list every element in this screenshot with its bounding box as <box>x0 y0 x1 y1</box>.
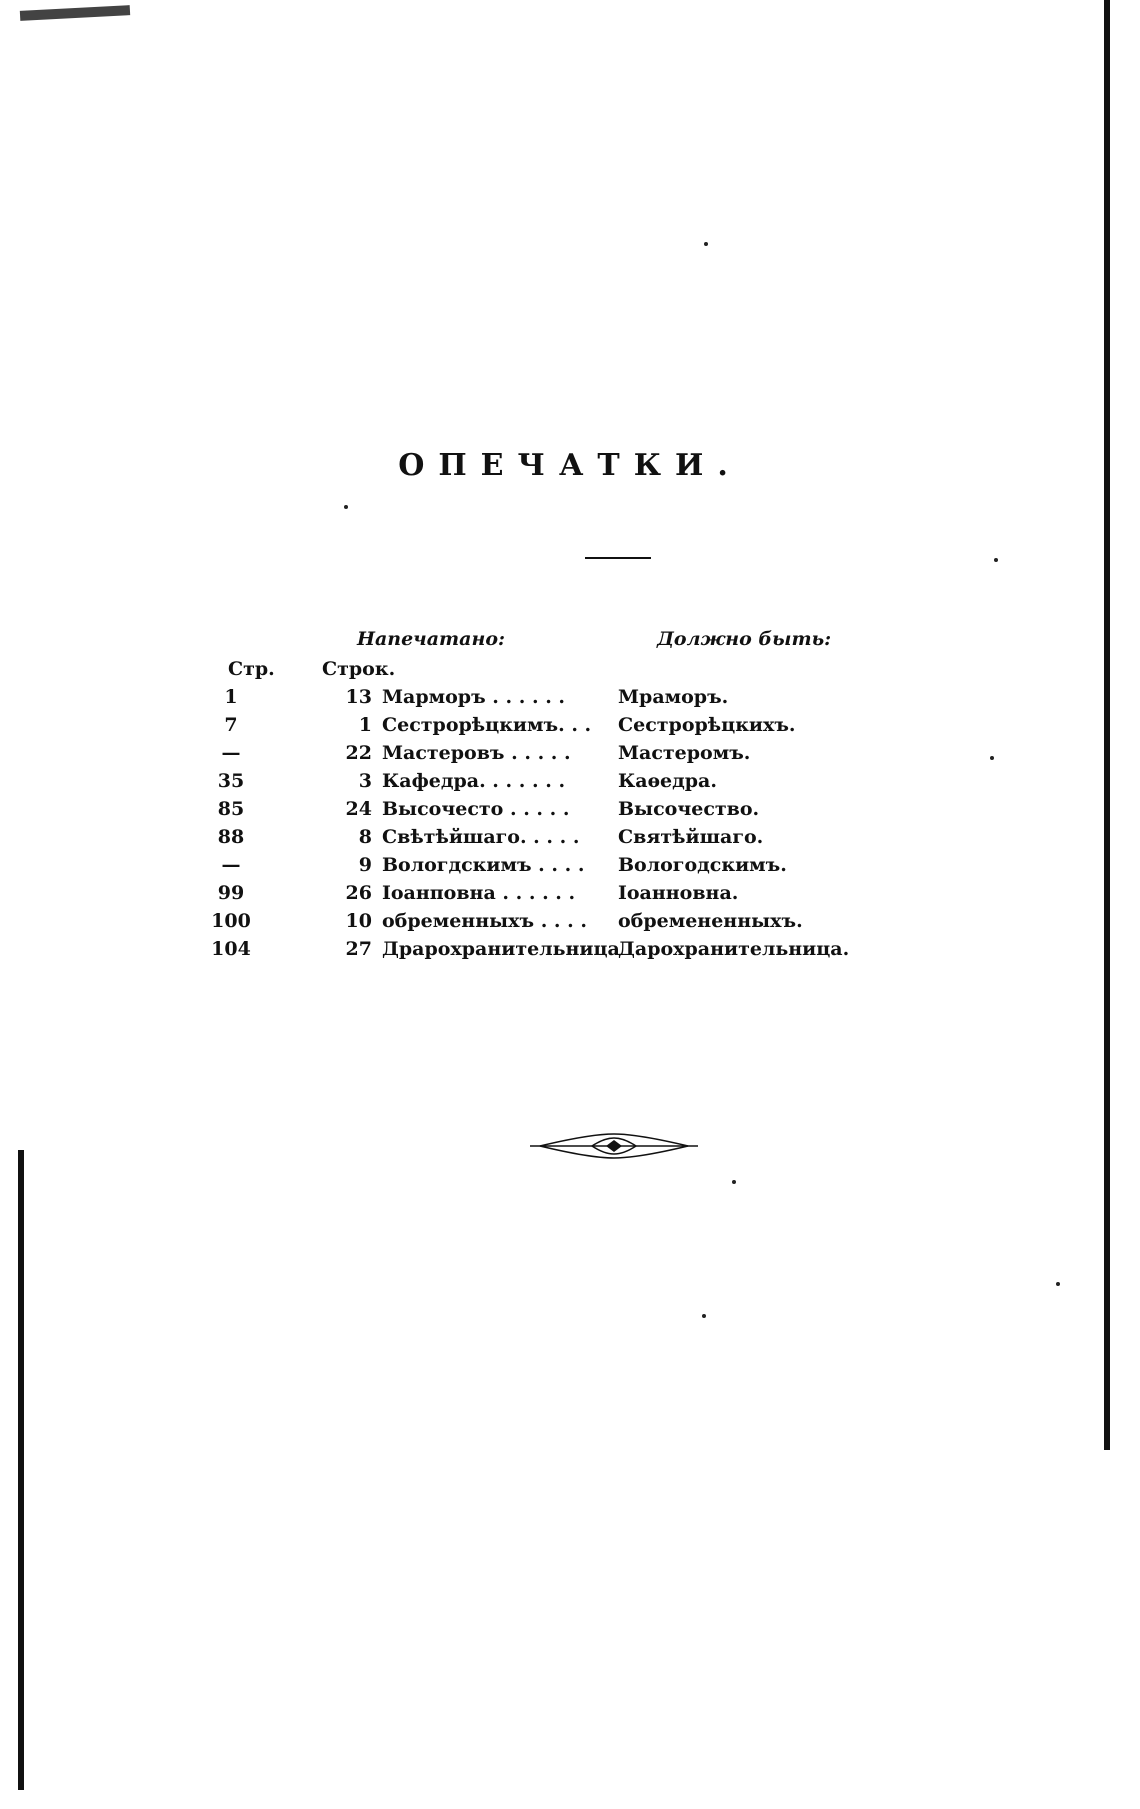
ornament-divider <box>530 1128 698 1164</box>
correct-text: Высочество. <box>618 798 760 820</box>
page-number: — <box>221 854 241 876</box>
page-number: 85 <box>217 798 245 820</box>
errata-table <box>200 686 900 966</box>
line-number: 8 <box>358 826 372 848</box>
scan-speck <box>1056 1282 1060 1286</box>
page-number: — <box>221 742 241 764</box>
table-row <box>200 826 900 854</box>
scan-edge-right <box>1104 0 1110 1450</box>
page-number: 88 <box>217 826 245 848</box>
line-number: 3 <box>358 770 372 792</box>
printed-text: Мастеровъ . . . . . <box>382 742 571 764</box>
page-number: 35 <box>217 770 245 792</box>
title-rule <box>585 557 651 559</box>
line-number: 13 <box>345 686 372 708</box>
page-title: ОПЕЧАТКИ. <box>398 448 742 483</box>
table-row <box>200 938 900 966</box>
table-row <box>200 910 900 938</box>
table-row <box>200 742 900 770</box>
table-row <box>200 770 900 798</box>
printed-text: Высочесто . . . . . <box>382 798 570 820</box>
printed-text: Драрохранительница <box>382 938 620 960</box>
line-number: 1 <box>358 714 372 736</box>
table-row <box>200 714 900 742</box>
page-number: 1 <box>224 686 238 708</box>
printed-text: Свѣтѣйшаго. . . . . <box>382 826 580 848</box>
printed-text: обременныхъ . . . . <box>382 910 587 932</box>
page-number: 7 <box>224 714 238 736</box>
printed-text: Марморъ . . . . . . <box>382 686 566 708</box>
page-number: 100 <box>211 910 251 932</box>
printed-text: Сестрорѣцкимъ. . . <box>382 714 592 736</box>
line-number: 24 <box>345 798 372 820</box>
correct-text: Вологодскимъ. <box>618 854 787 876</box>
header-line: Строк. <box>322 658 396 680</box>
correct-text: обремененныхъ. <box>618 910 803 932</box>
printed-text: Вологдскимъ . . . . <box>382 854 585 876</box>
correct-text: Сестрорѣцкихъ. <box>618 714 796 736</box>
page-number: 104 <box>211 938 251 960</box>
correct-text: Іоанновна. <box>618 882 739 904</box>
line-number: 22 <box>345 742 372 764</box>
printed-text: Іоанповна . . . . . . <box>382 882 576 904</box>
header-printed: Напечатано: <box>357 628 506 650</box>
header-should-be: Должно быть: <box>657 628 832 650</box>
line-number: 27 <box>345 938 372 960</box>
scan-speck <box>704 242 708 246</box>
scan-speck <box>990 756 994 760</box>
line-number: 26 <box>345 882 372 904</box>
correct-text: Святѣйшаго. <box>618 826 764 848</box>
printed-text: Кафедра. . . . . . . <box>382 770 566 792</box>
line-number: 9 <box>358 854 372 876</box>
table-row <box>200 854 900 882</box>
scan-speck <box>732 1180 736 1184</box>
correct-text: Мраморъ. <box>618 686 729 708</box>
scan-speck <box>344 505 348 509</box>
table-row <box>200 686 900 714</box>
scan-speck <box>702 1314 706 1318</box>
line-number: 10 <box>345 910 372 932</box>
table-row <box>200 882 900 910</box>
page-number: 99 <box>217 882 245 904</box>
correct-text: Каѳедра. <box>618 770 717 792</box>
scan-smudge <box>20 5 130 21</box>
correct-text: Мастеромъ. <box>618 742 751 764</box>
scan-speck <box>994 558 998 562</box>
correct-text: Дарохранительница. <box>618 938 850 960</box>
table-row <box>200 798 900 826</box>
scan-edge-left <box>18 1150 24 1790</box>
header-page: Стр. <box>228 658 275 680</box>
